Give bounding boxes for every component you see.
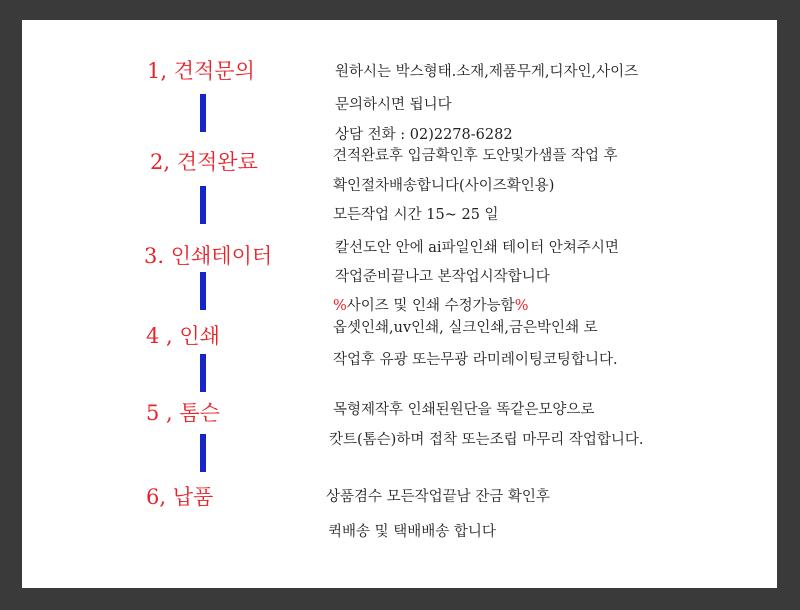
step-1-line-2: 문의하시면 됩니다 <box>335 97 452 113</box>
step-connector-1 <box>200 94 206 132</box>
step-3-title: 3. 인쇄테이터 <box>144 244 273 268</box>
step-5-title: 5 , 톰슨 <box>146 401 220 425</box>
process-sheet <box>22 20 777 588</box>
step-5-line-2: 캇트(톰슨)하며 접착 또는조립 마무리 작업합니다. <box>329 432 644 448</box>
step-3-note <box>333 294 528 315</box>
step-6-line-1: 상품겸수 모든작업끝남 잔금 확인후 <box>326 489 550 505</box>
step-connector-5 <box>200 434 206 472</box>
step-3-note-text: 사이즈 및 인쇄 수정가능함 <box>346 298 515 314</box>
step-4-line-1: 옵셋인쇄,uv인쇄, 실크인쇄,금은박인쇄 로 <box>333 320 598 336</box>
step-6-line-2: 퀵배송 및 택배배송 합니다 <box>328 524 496 540</box>
step-4-title: 4 , 인쇄 <box>146 324 220 348</box>
step-6-title: 6, 납품 <box>146 485 214 509</box>
step-2-title: 2, 견적완료 <box>150 150 258 174</box>
step-2-line-3: 모든작업 시간 15~ 25 일 <box>333 207 499 223</box>
step-1-line-1: 원하시는 박스형태.소재,제품무게,디자인,사이즈 <box>335 64 639 80</box>
step-5-line-1: 목형제작후 인쇄된원단을 똑같은모양으로 <box>333 402 595 418</box>
step-2-line-1: 견적완료후 입금확인후 도안및가샘플 작업 후 <box>333 148 618 164</box>
step-2-line-2: 확인절차배송합니다(사이즈확인용) <box>333 178 555 194</box>
percent-mark: % <box>333 298 347 314</box>
step-4-line-2: 작업후 유광 또는무광 라미레이팅코팅합니다. <box>333 352 618 368</box>
step-connector-4 <box>200 354 206 392</box>
step-1-title: 1, 견적문의 <box>147 59 255 83</box>
step-3-line-1: 칼선도안 안에 ai파일인쇄 테이터 안쳐주시면 <box>335 240 619 256</box>
step-connector-3 <box>200 272 206 310</box>
step-1-phone: 상담 전화 : 02)2278-6282 <box>335 127 513 143</box>
step-3-line-2: 작업준비끝나고 본작업시작합니다 <box>335 269 550 285</box>
percent-mark: % <box>514 298 529 314</box>
step-connector-2 <box>200 186 206 224</box>
